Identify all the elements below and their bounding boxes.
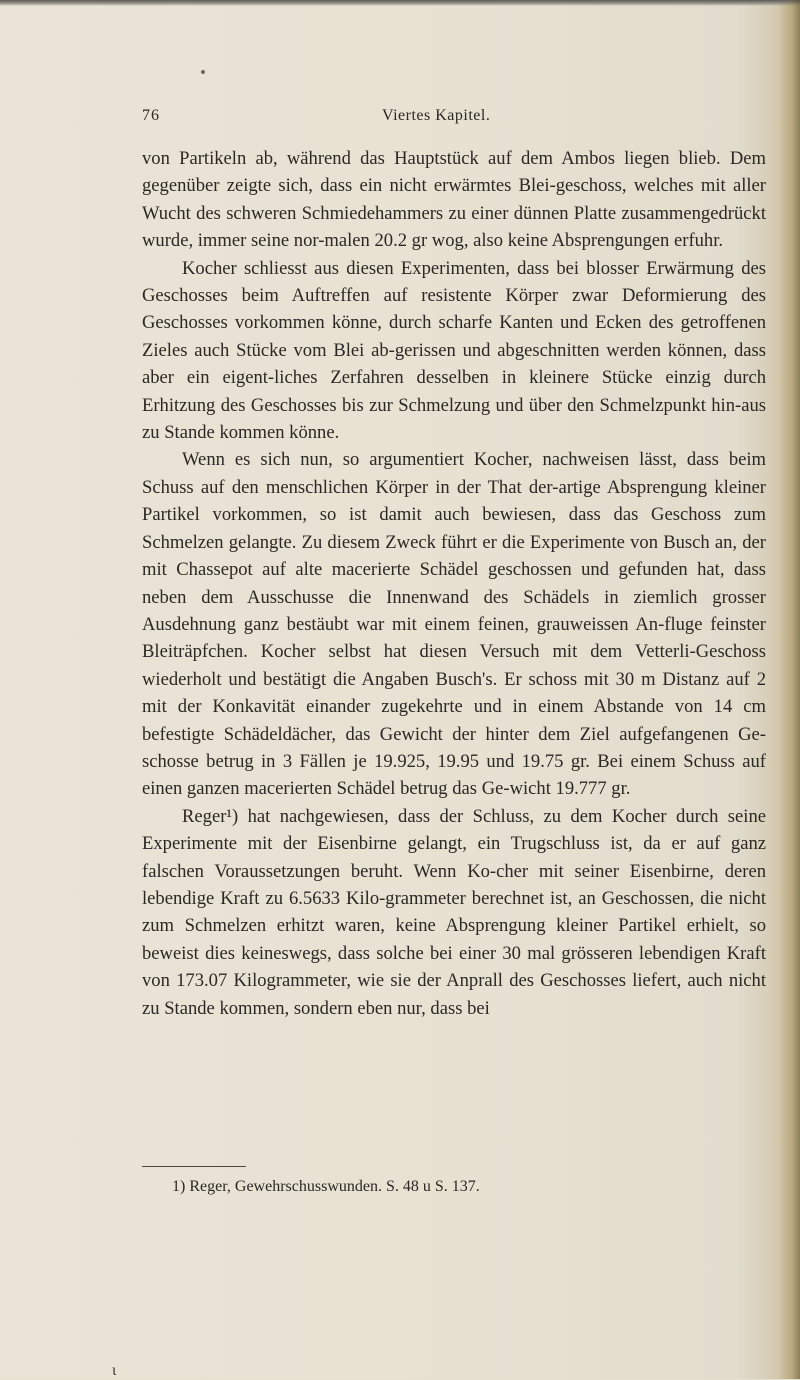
page-header bbox=[142, 107, 766, 131]
footnote: 1) Reger, Gewehrschusswunden. S. 48 u S. 137. bbox=[172, 1178, 480, 1195]
scan-top-edge bbox=[0, 0, 800, 6]
margin-mark: ι bbox=[112, 1362, 117, 1379]
paragraph: Reger¹) hat nachgewiesen, dass der Schluss, zu dem Kocher durch seine Experimente mit der Eisenbirne gelangt, ein Trugschluss ist, da er auf ganz falschen Voraussetzungen beruht. Wenn Ko-cher mit seiner Eisenbirne, deren lebendige Kraft zu 6.5633 Kilo-grammeter berechnet ist, an Geschossen, die nicht zum Schmelzen erhitzt waren, keine Absprengung kleiner Partikel erhielt, so beweist dies keineswegs, dass solche bei einer 30 mal grösseren lebendigen Kraft von 173.07 Kilogrammeter, wie sie der Anprall des Geschosses liefert, auch nicht zu Stande kommen, sondern eben nur, dass bei bbox=[142, 805, 766, 1019]
paragraph: Wenn es sich nun, so argumentiert Kocher, nachweisen lässt, dass beim Schuss auf den menschlichen Körper in der That der-artige Absprengung kleiner Partikel vorkommen, so ist damit auch bewiesen, dass das Geschoss zum Schmelzen gelangte. Zu diesem Zweck führt er die Experimente von Busch an, der mit Chassepot auf alte macerierte Schädel geschossen und gefunden hat, dass neben dem Ausschusse die Innenwand des Schädels in ziemlich grosser Ausdehnung ganz bestäubt war mit einem feinen, grauweissen An-fluge feinster Bleiträpfchen. Kocher selbst hat diesen Versuch mit dem Vetterli-Geschoss wiederholt und bestätigt die Angaben Busch's. Er schoss mit 30 m Distanz auf 2 mit der Konkavität einander zugekehrte und in einem Abstande von 14 cm befestigte Schädeldächer, das Gewicht der hinter dem Ziel aufgefangenen Ge-schosse betrug in 3 Fällen je 19.925, 19.95 und 19.75 gr. Bei einem Schuss auf einen ganzen macerierten Schädel betrug das Ge-wicht 19.777 gr. bbox=[142, 449, 766, 800]
page-number: 76 bbox=[142, 107, 160, 124]
body-text bbox=[142, 145, 766, 1022]
paragraph: Kocher schliesst aus diesen Experimenten, dass bei blosser Erwärmung des Geschosses beim Auftreffen auf resistente Körper zwar Deformierung des Geschosses vorkommen könne, durch scharfe Kanten und Ecken des getroffenen Zieles auch Stücke vom Blei ab-gerissen und abgeschnitten werden können, dass aber ein eigent-liches Zerfahren desselben in kleinere Stücke einzig durch Erhitzung des Geschosses bis zur Schmelzung und über den Schmelzpunkt hin-aus zu Stande kommen könne. bbox=[142, 257, 766, 444]
page-edge-shadow bbox=[778, 0, 800, 1379]
footnote-divider bbox=[142, 1166, 246, 1167]
running-head: Viertes Kapitel. bbox=[382, 107, 491, 124]
paragraph: von Partikeln ab, während das Hauptstück auf dem Ambos liegen blieb. Dem gegenüber zeigte sich, dass ein nicht erwärmtes Blei-geschoss, welches mit aller Wucht des schweren Schmiedehammers zu einer dünnen Platte zusammengedrückt wurde, immer seine nor-malen 20.2 gr wog, also keine Absprengungen erfuhr. bbox=[142, 148, 766, 252]
ink-speck bbox=[201, 70, 205, 74]
